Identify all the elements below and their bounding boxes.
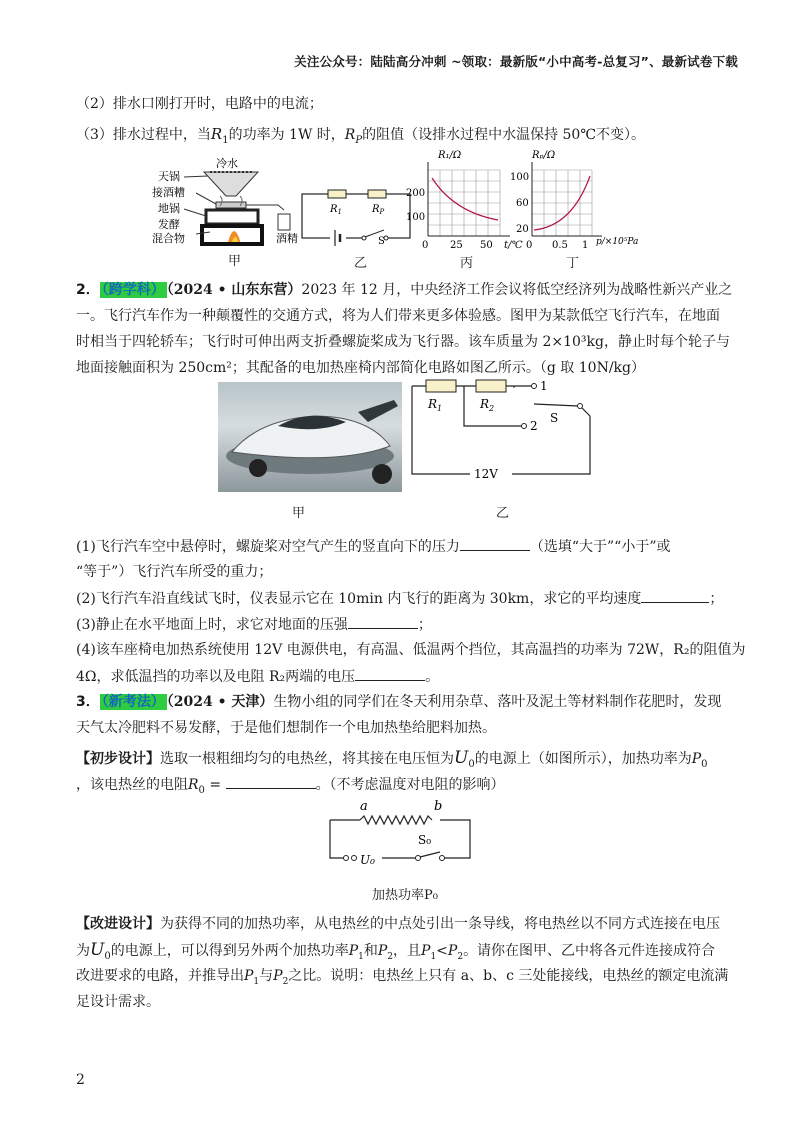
q3-design2-line4: 足设计需求。	[76, 994, 160, 1010]
point-a-label: a	[360, 799, 368, 814]
switch-pos-2: 2	[530, 419, 538, 433]
bing-xtick-25: 25	[450, 240, 463, 251]
ding-xtick-05: 0.5	[552, 240, 568, 251]
q1-figure-jia-apparatus	[150, 150, 310, 246]
q2-sub4-line1: (4)该车座椅电加热系统使用 12V 电源供电，有高温、低温两个挡位，其高温挡的功率为 72W，R₂的阻值为	[76, 642, 746, 658]
bing-xtick-50: 50	[480, 240, 493, 251]
u0-label: U₀	[360, 853, 375, 867]
ding-ytick-20: 20	[516, 224, 529, 235]
ding-ytick-100: 100	[510, 172, 530, 183]
q1-caption-jia: 甲	[228, 254, 242, 269]
svg-text:R2: $R_2$	[480, 397, 495, 413]
page-header-banner: 关注公众号：陆陆高分冲刺 ~领取：最新版“小中高考-总复习”、最新试卷下载	[294, 54, 738, 69]
ding-ylabel: Rₚ/Ω	[532, 150, 556, 161]
cold-water-label: 冷水	[216, 157, 238, 170]
q2-tag-badge: （跨学科）	[101, 282, 165, 298]
bing-ytick-200: 200	[406, 188, 426, 199]
switch-s-label: S	[550, 411, 559, 425]
heating-wire	[360, 816, 432, 824]
ding-xtick-0: 0	[526, 240, 533, 251]
wine-label: 酒精	[276, 232, 298, 245]
bing-ylabel: R₁/Ω	[438, 150, 462, 161]
q1-caption-ding: 丁	[566, 256, 580, 271]
q2-intro-line2: 一。飞行汽车作为一种颠覆性的交通方式，将为人们带来更多体验感。图甲为某款低空飞行汽车，在地面	[76, 308, 720, 324]
q2-intro-line1: 2． （跨学科） （2024 • 山东东营）2023 年 12 月，中央经济工作会议将低空经济列为战略性新兴产业之	[76, 282, 733, 298]
ding-xtick-1: 1	[582, 240, 589, 251]
svg-text:RP: $R_P$	[372, 204, 385, 216]
resistor-r2	[476, 380, 506, 392]
label-diguo: 地锅	[158, 202, 180, 215]
q2-sub1-line2: “等于”）飞行汽车所受的重力；	[76, 564, 273, 580]
label-fajiao: 发酵	[158, 218, 180, 231]
q2-sub1-blank[interactable]	[460, 536, 530, 551]
q2-intro-line4: 地面接触面积为 250cm²；其配备的电加热座椅内部简化电路如图乙所示。（g 取 10N/kg）	[76, 360, 645, 376]
ding-ytick-60: 60	[516, 198, 529, 209]
ding-xlabel: p/×10⁵Pa	[596, 237, 639, 247]
q3-intro-line1: 3． （新考法） （2024 • 天津）生物小组的同学们在冬天利用杂草、落叶及泥土等材料制作花肥时，发现	[76, 694, 722, 710]
label-hunhewu: 混合物	[152, 232, 185, 245]
resistor-r1	[426, 380, 456, 392]
q3-r0-blank[interactable]	[226, 774, 316, 789]
q3-design2-line3: 改进要求的电路，并推导出$P_1$与$P_2$之比。说明：电热丝上只有 a、b、c 三处能接线，电热丝的额定电流满	[76, 968, 729, 987]
q2-caption-yi: 乙	[496, 506, 510, 521]
bing-xlabel: t/℃	[504, 240, 523, 251]
q2-sub4-blank[interactable]	[355, 666, 425, 681]
bing-xtick-0: 0	[422, 240, 429, 251]
voltage-label: 12V	[474, 467, 498, 481]
q2-sub2: (2)飞行汽车沿直线试飞时，仪表显示它在 10min 内飞行的距离为 30km，求它的平均速度 ；	[76, 588, 738, 609]
q2-sub2-blank[interactable]	[641, 588, 709, 603]
resistor-r1	[328, 190, 346, 198]
q1-part3: （3）排水过程中，当$R_1$的功率为 1W 时，$R_P$的阻值（设排水过程中水温保持 50℃不变）。	[76, 125, 646, 146]
s0-label: S₀	[418, 833, 432, 847]
q3-intro-line2: 天气太冷肥料不易发酵，于是他们想制作一个电加热垫给肥料加热。	[76, 720, 496, 736]
q2-intro-line3: 时相当于四轮轿车；飞行时可伸出两支折叠螺旋桨成为飞行器。该车质量为 2×10³kg，静止时每个轮子与	[76, 334, 730, 350]
q1-figure-yi-circuit	[300, 182, 415, 248]
q1-part2: （2）排水口刚打开时，电路中的电流；	[76, 96, 323, 112]
q3-design2-line2: 为$U_0$的电源上，可以得到另外两个加热功率$P_1$和$P_2$，且$P_1<P_2$。请你在图甲、乙中将各元件连接成符合	[76, 940, 716, 962]
q1-caption-yi: 乙	[354, 256, 368, 271]
label-tianguo: 天锅	[158, 170, 180, 183]
q1-figure-ding-graph	[510, 148, 660, 250]
q2-figure-yi-circuit	[400, 374, 600, 492]
bing-ytick-100: 100	[406, 212, 426, 223]
q3-design1-line1: 【初步设计】选取一根粗细均匀的电热丝，将其接在电压恒为$U_0$的电源上（如图所示），加热功率为$P_0$	[76, 748, 708, 770]
switch-s-label: S	[378, 236, 385, 247]
q3-design2-line1: 【改进设计】为获得不同的加热功率，从电热丝的中点处引出一条导线，将电热丝以不同方式连接在电压	[76, 916, 720, 932]
q3-design1-line2: ，该电热丝的电阻$R_0$ = 。（不考虑温度对电阻的影响）	[76, 774, 738, 801]
q3-tag-badge: （新考法）	[101, 694, 165, 710]
q3-figure-caption: 加热功率P₀	[372, 888, 438, 903]
page-number: 2	[76, 1072, 85, 1088]
svg-text:R1: $R_1$	[330, 204, 342, 216]
q2-sub1-line1: (1)飞行汽车空中悬停时，螺旋桨对空气产生的竖直向下的压力 （选填“大于”“小于”或	[76, 536, 738, 557]
point-b-label: b	[434, 799, 443, 814]
q2-sub3-blank[interactable]	[348, 614, 418, 629]
q2-caption-jia: 甲	[292, 506, 306, 521]
label-jiejiucao: 接酒糟	[152, 186, 185, 199]
svg-text:R1: $R_1$	[428, 397, 443, 413]
q1-caption-bing: 丙	[460, 256, 474, 271]
q2-flying-car-photo	[218, 382, 402, 492]
q2-sub4-line2: 4Ω，求低温挡的功率以及电阻 R₂两端的电压 。	[76, 666, 738, 687]
q2-sub3: (3)静止在水平地面上时，求它对地面的压强 ；	[76, 614, 738, 635]
resistor-rp	[368, 190, 386, 198]
switch-pos-1: 1	[540, 379, 548, 393]
q3-heater-circuit	[320, 800, 480, 882]
